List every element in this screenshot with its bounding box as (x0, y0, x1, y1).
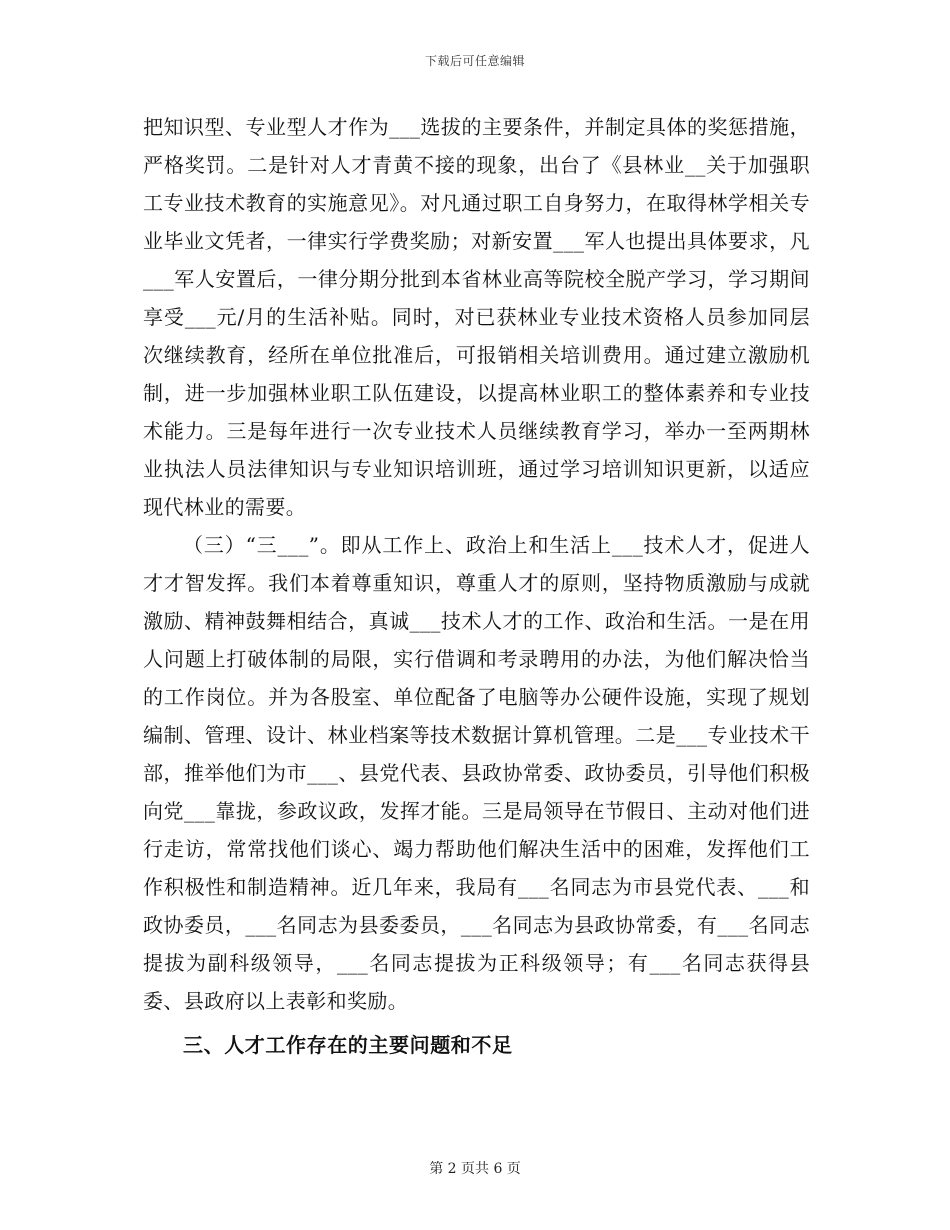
section-heading-problems: 三、人才工作存在的主要问题和不足 (183, 1033, 513, 1057)
page-header: 下载后可任意编辑 (424, 54, 525, 68)
paragraph-three-care: （三）“三___”。即从工作上、政治上和生活上___技术人才，促进人才才智发挥。我们本着尊重知识，尊重人才的原则，坚持物质激励与成就激励、精神鼓舞相结合，真诚___技术人才的工作、政治和生活。一是在用人问题上打破体制的局限，实行借调和考录聘用的办法，为他们解决恰当的工作岗位。并为各股室、单位配备了电脑等办公硬件设施，实现了规划编制、管理、设计、林业档案等技术数据计算机管理。二是___专业技术干部，推举他们为市___、县党代表、县政协常委、政协委员，引导他们积极向党___靠拢，参政议政，发挥才能。三是局领导在节假日、主动对他们进行走访，常常找他们谈心、竭力帮助他们解决生活中的困难，发挥他们工作积极性和制造精神。近几年来，我局有___名同志为市县党代表、___和政协委员，___名同志为县委委员，___名同志为县政协常委，有___名同志提拔为副科级领导，___名同志提拔为正科级领导；有___名同志获得县委、县政府以上表彰和奖励。 (143, 533, 810, 1013)
page-number-footer: 第 2 页共 6 页 (429, 1161, 521, 1177)
paragraph-incentives: 把知识型、专业型人才作为___选拔的主要条件，并制定具体的奖惩措施，严格奖罚。二是针对人才青黄不接的现象，出台了《县林业__关于加强职工专业技术教育的实施意见》。对凡通过职工自身努力，在取得林学相关专业毕业文凭者，一律实行学费奖励；对新安置___军人也提出具体要求，凡___军人安置后，一律分期分批到本省林业高等院校全脱产学习，学习期间享受___元/月的生活补贴。同时，对已获林业专业技术资格人员参加同层次继续教育，经所在单位批准后，可报销相关培训费用。通过建立激励机制，进一步加强林业职工队伍建设，以提高林业职工的整体素养和专业技术能力。三是每年进行一次专业技术人员继续教育学习，举办一至两期林业执法人员法律知识与专业知识培训班，通过学习培训知识更新，以适应现代林业的需要。 (143, 115, 810, 519)
document-body (143, 108, 810, 1064)
